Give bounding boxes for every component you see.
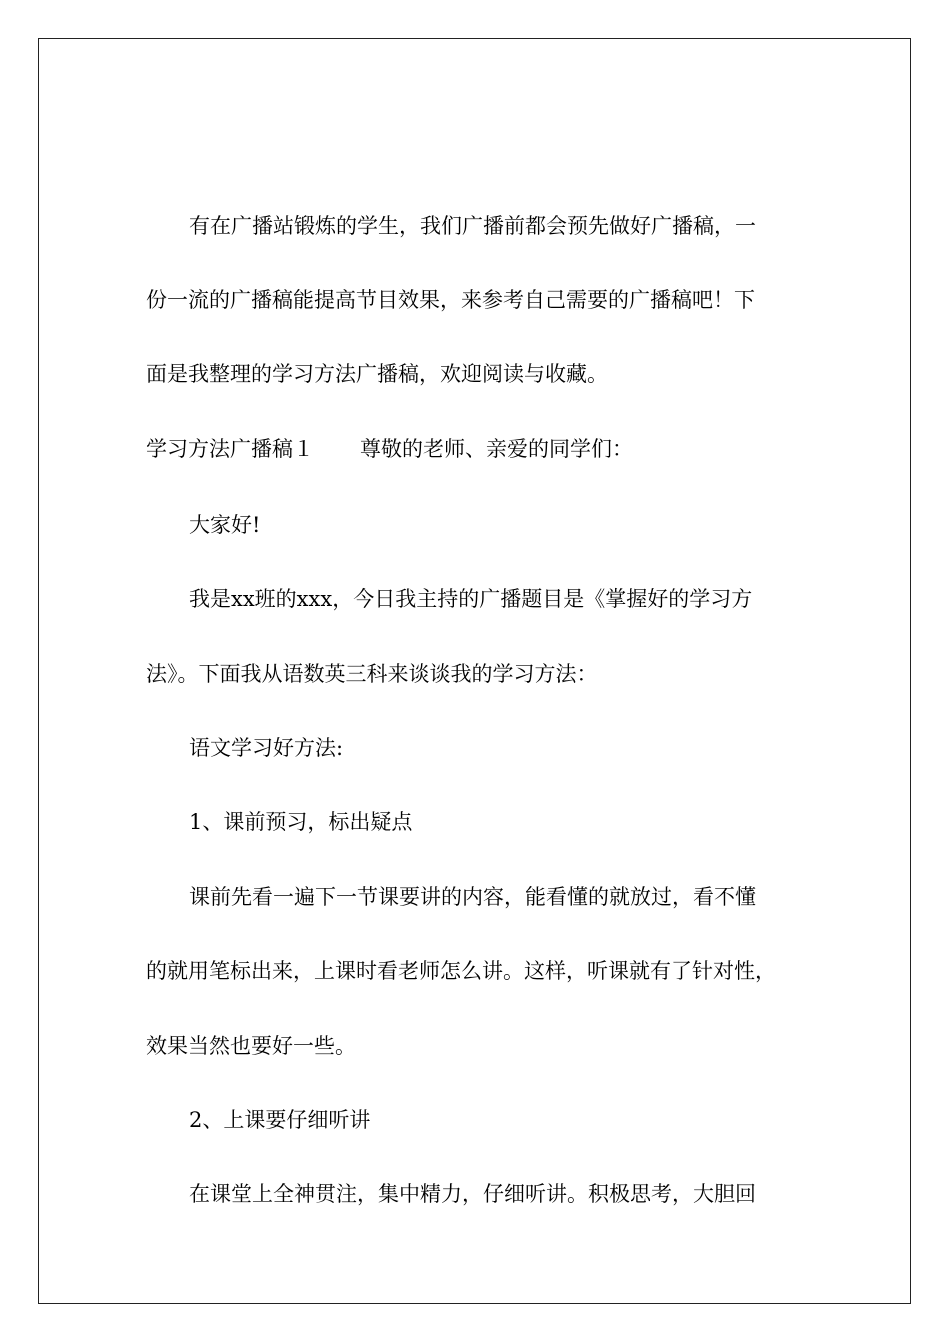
point-1-body-line-2: 的就用笔标出来，上课时看老师怎么讲。这样，听课就有了针对性， xyxy=(146,959,776,983)
point-2-title: 2、上课要仔细听讲 xyxy=(189,1108,371,1132)
section-title: 学习方法广播稿１ xyxy=(146,437,314,461)
point-1-body-line-3: 效果当然也要好一些。 xyxy=(146,1034,356,1058)
greeting: 大家好! xyxy=(189,513,261,537)
opening-line-2: 法》。下面我从语数英三科来谈谈我的学习方法： xyxy=(146,662,598,686)
chinese-method-heading: 语文学习好方法: xyxy=(189,736,344,760)
section-heading-line xyxy=(146,439,633,460)
point-2-body-line-1: 在课堂上全神贯注，集中精力，仔细听讲。积极思考，大胆回 xyxy=(189,1182,756,1206)
salutation: 尊敬的老师、亲爱的同学们： xyxy=(360,437,633,461)
point-1-title: 1、课前预习，标出疑点 xyxy=(189,810,413,834)
intro-line-1: 有在广播站锻炼的学生，我们广播前都会预先做好广播稿，一 xyxy=(189,214,756,238)
intro-line-3: 面是我整理的学习方法广播稿，欢迎阅读与收藏。 xyxy=(146,362,608,386)
intro-line-2: 份一流的广播稿能提高节目效果，来参考自己需要的广播稿吧！下 xyxy=(146,288,755,312)
opening-line-1: 我是xx班的xxx，今日我主持的广播题目是《掌握好的学习方 xyxy=(189,587,753,611)
point-1-body-line-1: 课前先看一遍下一节课要讲的内容，能看懂的就放过，看不懂 xyxy=(189,885,756,909)
